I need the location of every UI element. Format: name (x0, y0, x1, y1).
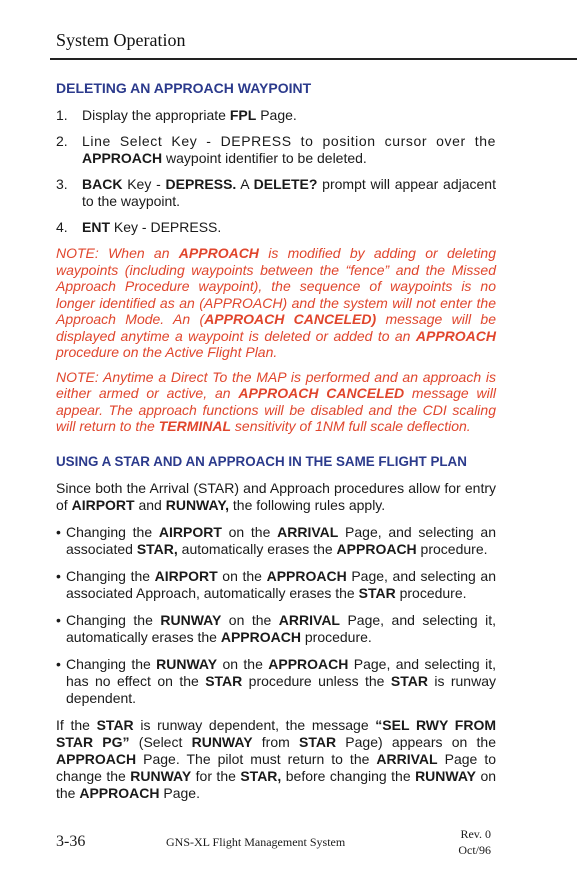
step-text: Display the appropriate FPL Page. (82, 107, 297, 123)
footer-revision (458, 826, 491, 858)
step-item (56, 219, 496, 236)
section-heading-deleting-approach-waypoint: DELETING AN APPROACH WAYPOINT (56, 80, 312, 96)
list-item (56, 612, 496, 646)
step-item (56, 133, 496, 167)
step-number: 4. (56, 219, 68, 235)
bullet-icon: • (56, 567, 61, 584)
bullet-icon: • (56, 655, 61, 672)
rule-text: Changing the AIRPORT on the APPROACH Page, and selecting an associated Approach, automatically erases the STAR procedure. (66, 567, 496, 601)
rules-list (56, 524, 496, 707)
note-approach-modified: NOTE: When an APPROACH is modified by adding or deleting waypoints (including waypoints between the “fence” and the Missed Approach Procedure waypoint), the sequence of waypoints is no longer identified as an (APPROACH) and the system will not enter the Approach Mode. An (APPROACH CANCELED) message will be displayed anytime a waypoint is deleted or added to an APPROACH procedure on the Active Flight Plan. (56, 245, 496, 360)
list-item (56, 568, 496, 602)
page-number: 3-36 (56, 833, 86, 850)
rule-text: Changing the RUNWAY on the ARRIVAL Page, and selecting it, automatically erases the APPROACH procedure. (66, 611, 496, 645)
bullet-icon: • (56, 611, 61, 628)
step-item (56, 107, 496, 124)
procedure-steps (56, 107, 496, 236)
page-header-title: System Operation (56, 30, 186, 50)
header-divider (50, 58, 577, 60)
rule-text: Changing the RUNWAY on the APPROACH Page, and selecting it, has no effect on the STAR procedure unless the STAR is runway dependent. (66, 655, 496, 706)
step-text: ENT Key - DEPRESS. (82, 219, 222, 235)
revision-number: Rev. 0 (460, 827, 491, 841)
step-number: 1. (56, 107, 68, 123)
step-number: 2. (56, 133, 68, 149)
revision-date: Oct/96 (458, 843, 491, 857)
closing-paragraph: If the STAR is runway dependent, the message “SEL RWY FROM STAR PG” (Select RUNWAY from STAR Page) appears on the APPROACH Page. The pilot must return to the ARRIVAL Page to change the RUNWAY for the STAR, before changing the RUNWAY on the APPROACH Page. (56, 716, 497, 801)
section-heading-star-and-approach: USING A STAR AND AN APPROACH IN THE SAME FLIGHT PLAN (56, 453, 467, 469)
rule-text: Changing the AIRPORT on the ARRIVAL Page, and selecting an associated STAR, automatically erases the APPROACH procedure. (66, 523, 496, 557)
note-direct-to-map: NOTE: Anytime a Direct To the MAP is performed and an approach is either armed or active, an APPROACH CANCELED message will appear. The approach functions will be disabled and the CDI scaling will return to the TERMINAL sensitivity of 1NM full scale deflection. (56, 368, 496, 434)
list-item (56, 524, 496, 558)
list-item (56, 656, 496, 707)
step-item (56, 176, 496, 210)
footer-manual-title: GNS-XL Flight Management System (166, 835, 346, 849)
step-text: Line Select Key - DEPRESS to position cursor over the APPROACH waypoint identifier to be deleted. (82, 133, 496, 166)
star-intro-paragraph: Since both the Arrival (STAR) and Approach procedures allow for entry of AIRPORT and RUNWAY, the following rules apply. (56, 479, 496, 513)
bullet-icon: • (56, 523, 61, 540)
step-text: BACK Key - DEPRESS. A DELETE? prompt will appear adjacent to the waypoint. (82, 176, 496, 209)
page-content (56, 80, 496, 812)
step-number: 3. (56, 176, 68, 192)
